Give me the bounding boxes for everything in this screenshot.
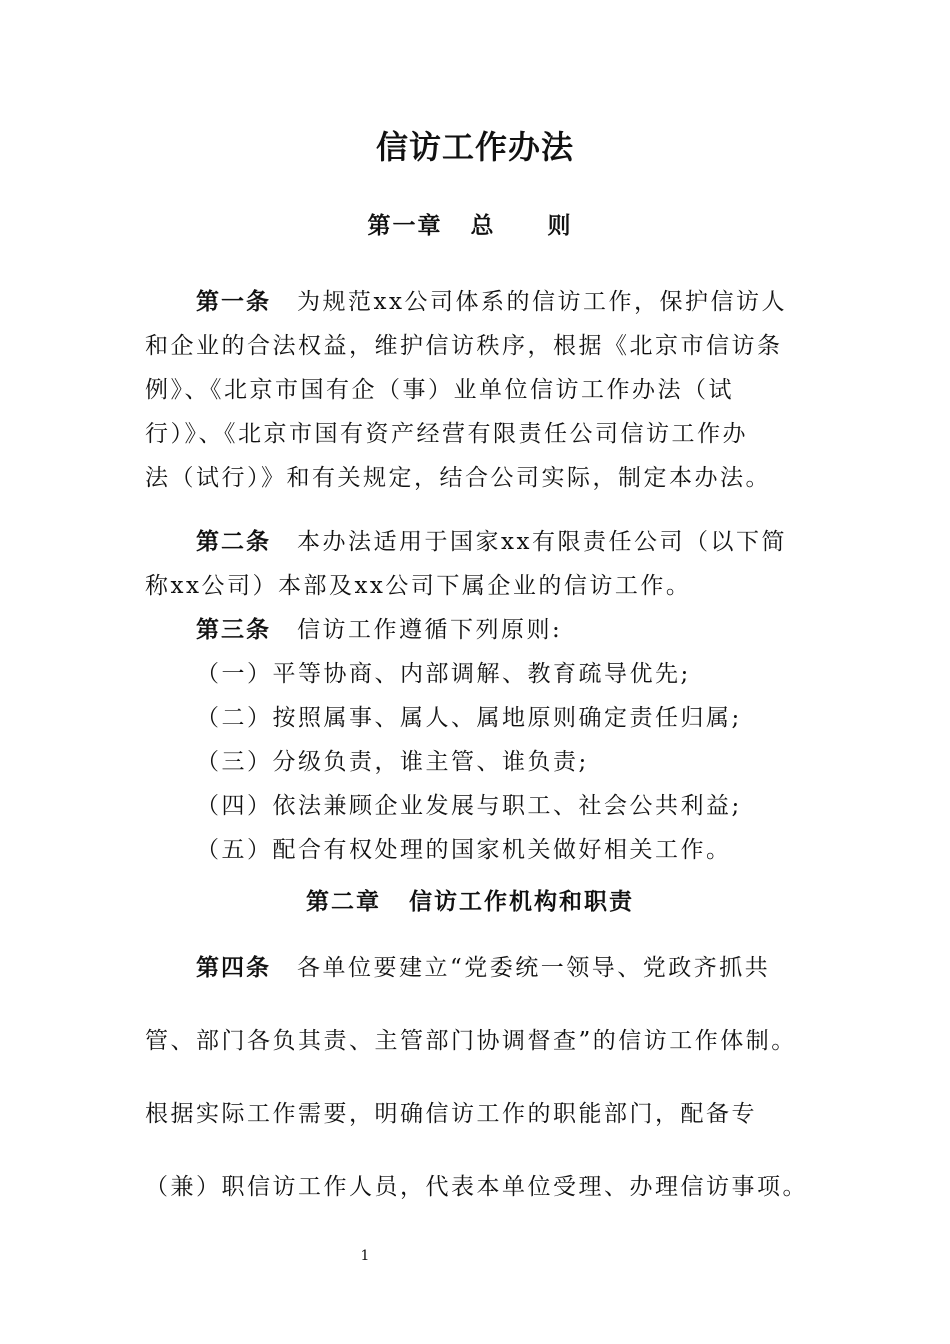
article-3-label: 第三条 — [196, 617, 271, 643]
article-1-line-1 — [196, 286, 787, 318]
chapter-1-heading — [0, 210, 940, 242]
article-1-line-2: 和企业的合法权益，维护信访秩序，根据《北京市信访条 — [145, 333, 783, 359]
article-3-item-5: （五）配合有权处理的国家机关做好相关工作。 — [196, 837, 732, 863]
article-2-label: 第二条 — [196, 529, 271, 555]
article-3-item-3: （三）分级负责，谁主管、谁负责; — [196, 749, 589, 775]
article-4-line-1 — [196, 952, 770, 984]
chapter-1-title-part-1: 总 — [470, 213, 496, 239]
page-number: 1 — [360, 1248, 370, 1264]
article-3-item-1: （一）平等协商、内部调解、教育疏导优先; — [196, 661, 691, 687]
chapter-1-title-part-2: 则 — [547, 213, 573, 239]
chapter-2-number: 第二章 — [306, 889, 381, 915]
article-4-line-4: （兼）职信访工作人员，代表本单位受理、办理信访事项。 — [145, 1174, 808, 1200]
article-3-item-2: （二）按照属事、属人、属地原则确定责任归属; — [196, 705, 742, 731]
chapter-2-title: 信访工作机构和职责 — [409, 889, 634, 915]
article-3-item-4: （四）依法兼顾企业发展与职工、社会公共利益; — [196, 793, 742, 819]
article-3-intro: 信访工作遵循下列原则: — [297, 617, 563, 643]
article-1-line-4: 行）》、《北京市国有资产经营有限责任公司信访工作办 — [145, 421, 748, 447]
article-4-line-3: 根据实际工作需要，明确信访工作的职能部门，配备专 — [145, 1101, 757, 1127]
article-2-line-1 — [196, 526, 787, 558]
article-1-line-3: 例》、《北京市国有企（事）业单位信访工作办法（试 — [145, 377, 734, 403]
article-1-label: 第一条 — [196, 289, 271, 315]
article-4-text-1: 各单位要建立“党委统一领导、党政齐抓共 — [297, 955, 771, 981]
article-2-text-1: 本办法适用于国家xx有限责任公司（以下简 — [297, 529, 787, 555]
article-1-line-5: 法（试行）》和有关规定，结合公司实际，制定本办法。 — [145, 465, 771, 491]
article-2-line-2: 称xx公司）本部及xx公司下属企业的信访工作。 — [145, 573, 692, 599]
document-title: 信访工作办法 — [375, 128, 574, 166]
article-4-line-2: 管、部门各负其责、主管部门协调督查”的信访工作体制。 — [145, 1028, 797, 1054]
article-4-label: 第四条 — [196, 955, 271, 981]
article-1-text-1: 为规范xx公司体系的信访工作，保护信访人 — [297, 289, 787, 315]
article-3-line-1 — [196, 614, 562, 646]
chapter-1-number: 第一章 — [367, 213, 443, 239]
chapter-2-heading — [0, 886, 940, 918]
